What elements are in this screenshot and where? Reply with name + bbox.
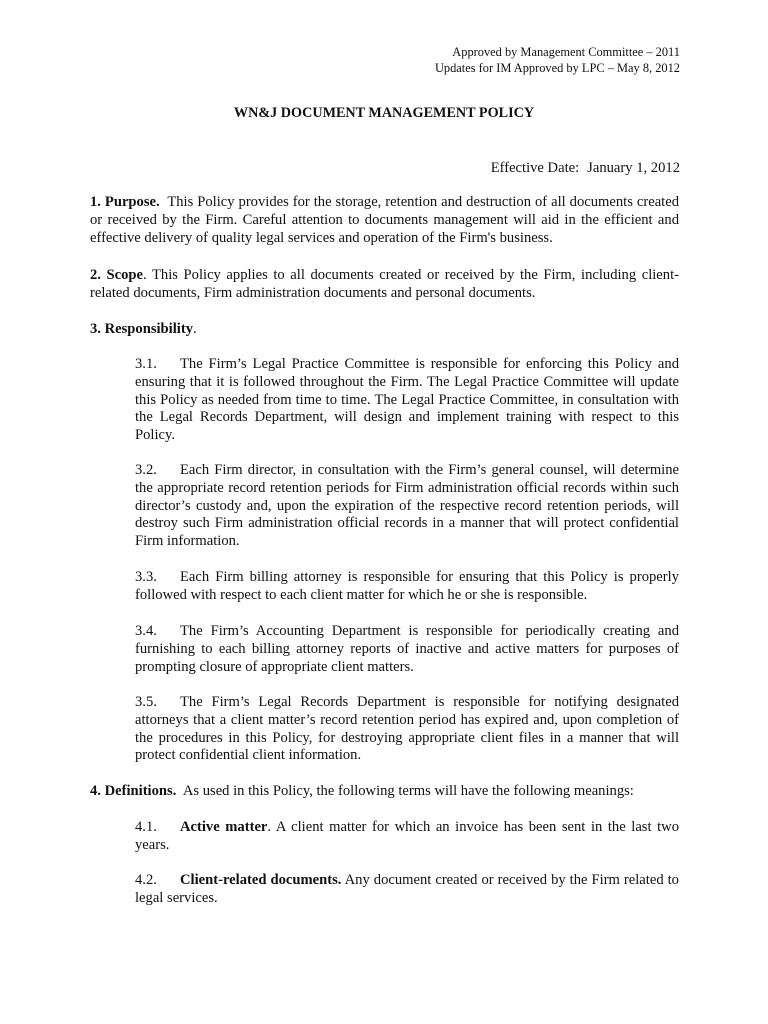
item-text: Each Firm billing attorney is responsible for ensuring that this Policy is properly followed with respect to each client matter for which he or she is responsible. (135, 569, 679, 603)
item-text: Each Firm director, in consultation with the Firm’s general counsel, will determine the appropriate record retention periods for Firm administration official records within such director’s custody and, upon the expiration of the respective record retention periods, will destroy such Firm administration official records in a manner that will protect confidential Firm information. (135, 462, 679, 550)
section-scope-text: . This Policy applies to all documents created or received by the Firm, including client-related documents, Firm administration documents and personal documents. (90, 267, 680, 301)
section-definitions (90, 783, 679, 801)
section-purpose-heading: 1. Purpose. (90, 194, 160, 210)
responsibility-item (135, 356, 679, 445)
item-text: The Firm’s Legal Practice Committee is responsible for enforcing this Policy and ensuring that it is followed throughout the Firm. The Legal Practice Committee will update this Policy as needed from time to time. The Legal Practice Committee, in consultation with the Legal Records Department, will design and implement training with respect to this Policy. (135, 356, 679, 444)
definition-item (135, 872, 679, 908)
effective-date-value: January 1, 2012 (587, 160, 680, 176)
effective-date-label: Effective Date: (490, 160, 580, 176)
item-number: 3.4. (135, 623, 157, 639)
effective-date (491, 160, 680, 178)
approval-line-1: Approved by Management Committee – 2011 (452, 45, 680, 59)
definition-item (135, 819, 679, 855)
section-responsibility-suffix: . (193, 321, 197, 337)
section-responsibility (90, 321, 679, 339)
responsibility-item (135, 462, 679, 551)
item-text: The Firm’s Accounting Department is responsible for periodically creating and furnishing to each billing attorney reports of inactive and active matters for purposes of prompting closure of appropriate client matters. (135, 623, 679, 675)
responsibility-item (135, 569, 679, 605)
definition-text: Any document created or received by the Firm related to legal services. (135, 872, 679, 906)
item-number: 3.1. (135, 356, 157, 372)
item-number: 4.2. (135, 872, 157, 888)
approval-line-2: Updates for IM Approved by LPC – May 8, 2012 (434, 60, 680, 75)
section-scope (90, 267, 679, 303)
document-title: WN&J DOCUMENT MANAGEMENT POLICY (233, 105, 535, 121)
definition-term: Active matter (180, 819, 268, 835)
responsibility-item (135, 623, 679, 676)
item-number: 4.1. (135, 819, 157, 835)
item-number: 3.3. (135, 569, 157, 585)
item-number: 3.5. (135, 694, 157, 710)
section-responsibility-heading: 3. Responsibility (90, 321, 193, 337)
responsibility-item (135, 694, 679, 765)
approval-header (435, 45, 680, 76)
section-definitions-heading: 4. Definitions. (90, 783, 177, 799)
definition-term: Client-related documents. (180, 872, 342, 888)
definition-text: . A client matter for which an invoice has been sent in the last two years. (135, 819, 680, 853)
section-purpose (90, 194, 679, 247)
item-text: The Firm’s Legal Records Department is responsible for notifying designated attorneys that a client matter’s record retention period has expired and, upon completion of the procedures in this Policy, for destroying appropriate client files in a manner that will protect confidential client information. (135, 694, 679, 764)
section-purpose-text: This Policy provides for the storage, retention and destruction of all documents created or received by the Firm. Careful attention to documents management will aid in the efficient and effective delivery of quality legal services and operation of the Firm's business. (90, 194, 680, 246)
section-definitions-text: As used in this Policy, the following terms will have the following meanings: (182, 783, 634, 799)
item-number: 3.2. (135, 462, 157, 478)
section-scope-heading: 2. Scope (90, 267, 144, 283)
